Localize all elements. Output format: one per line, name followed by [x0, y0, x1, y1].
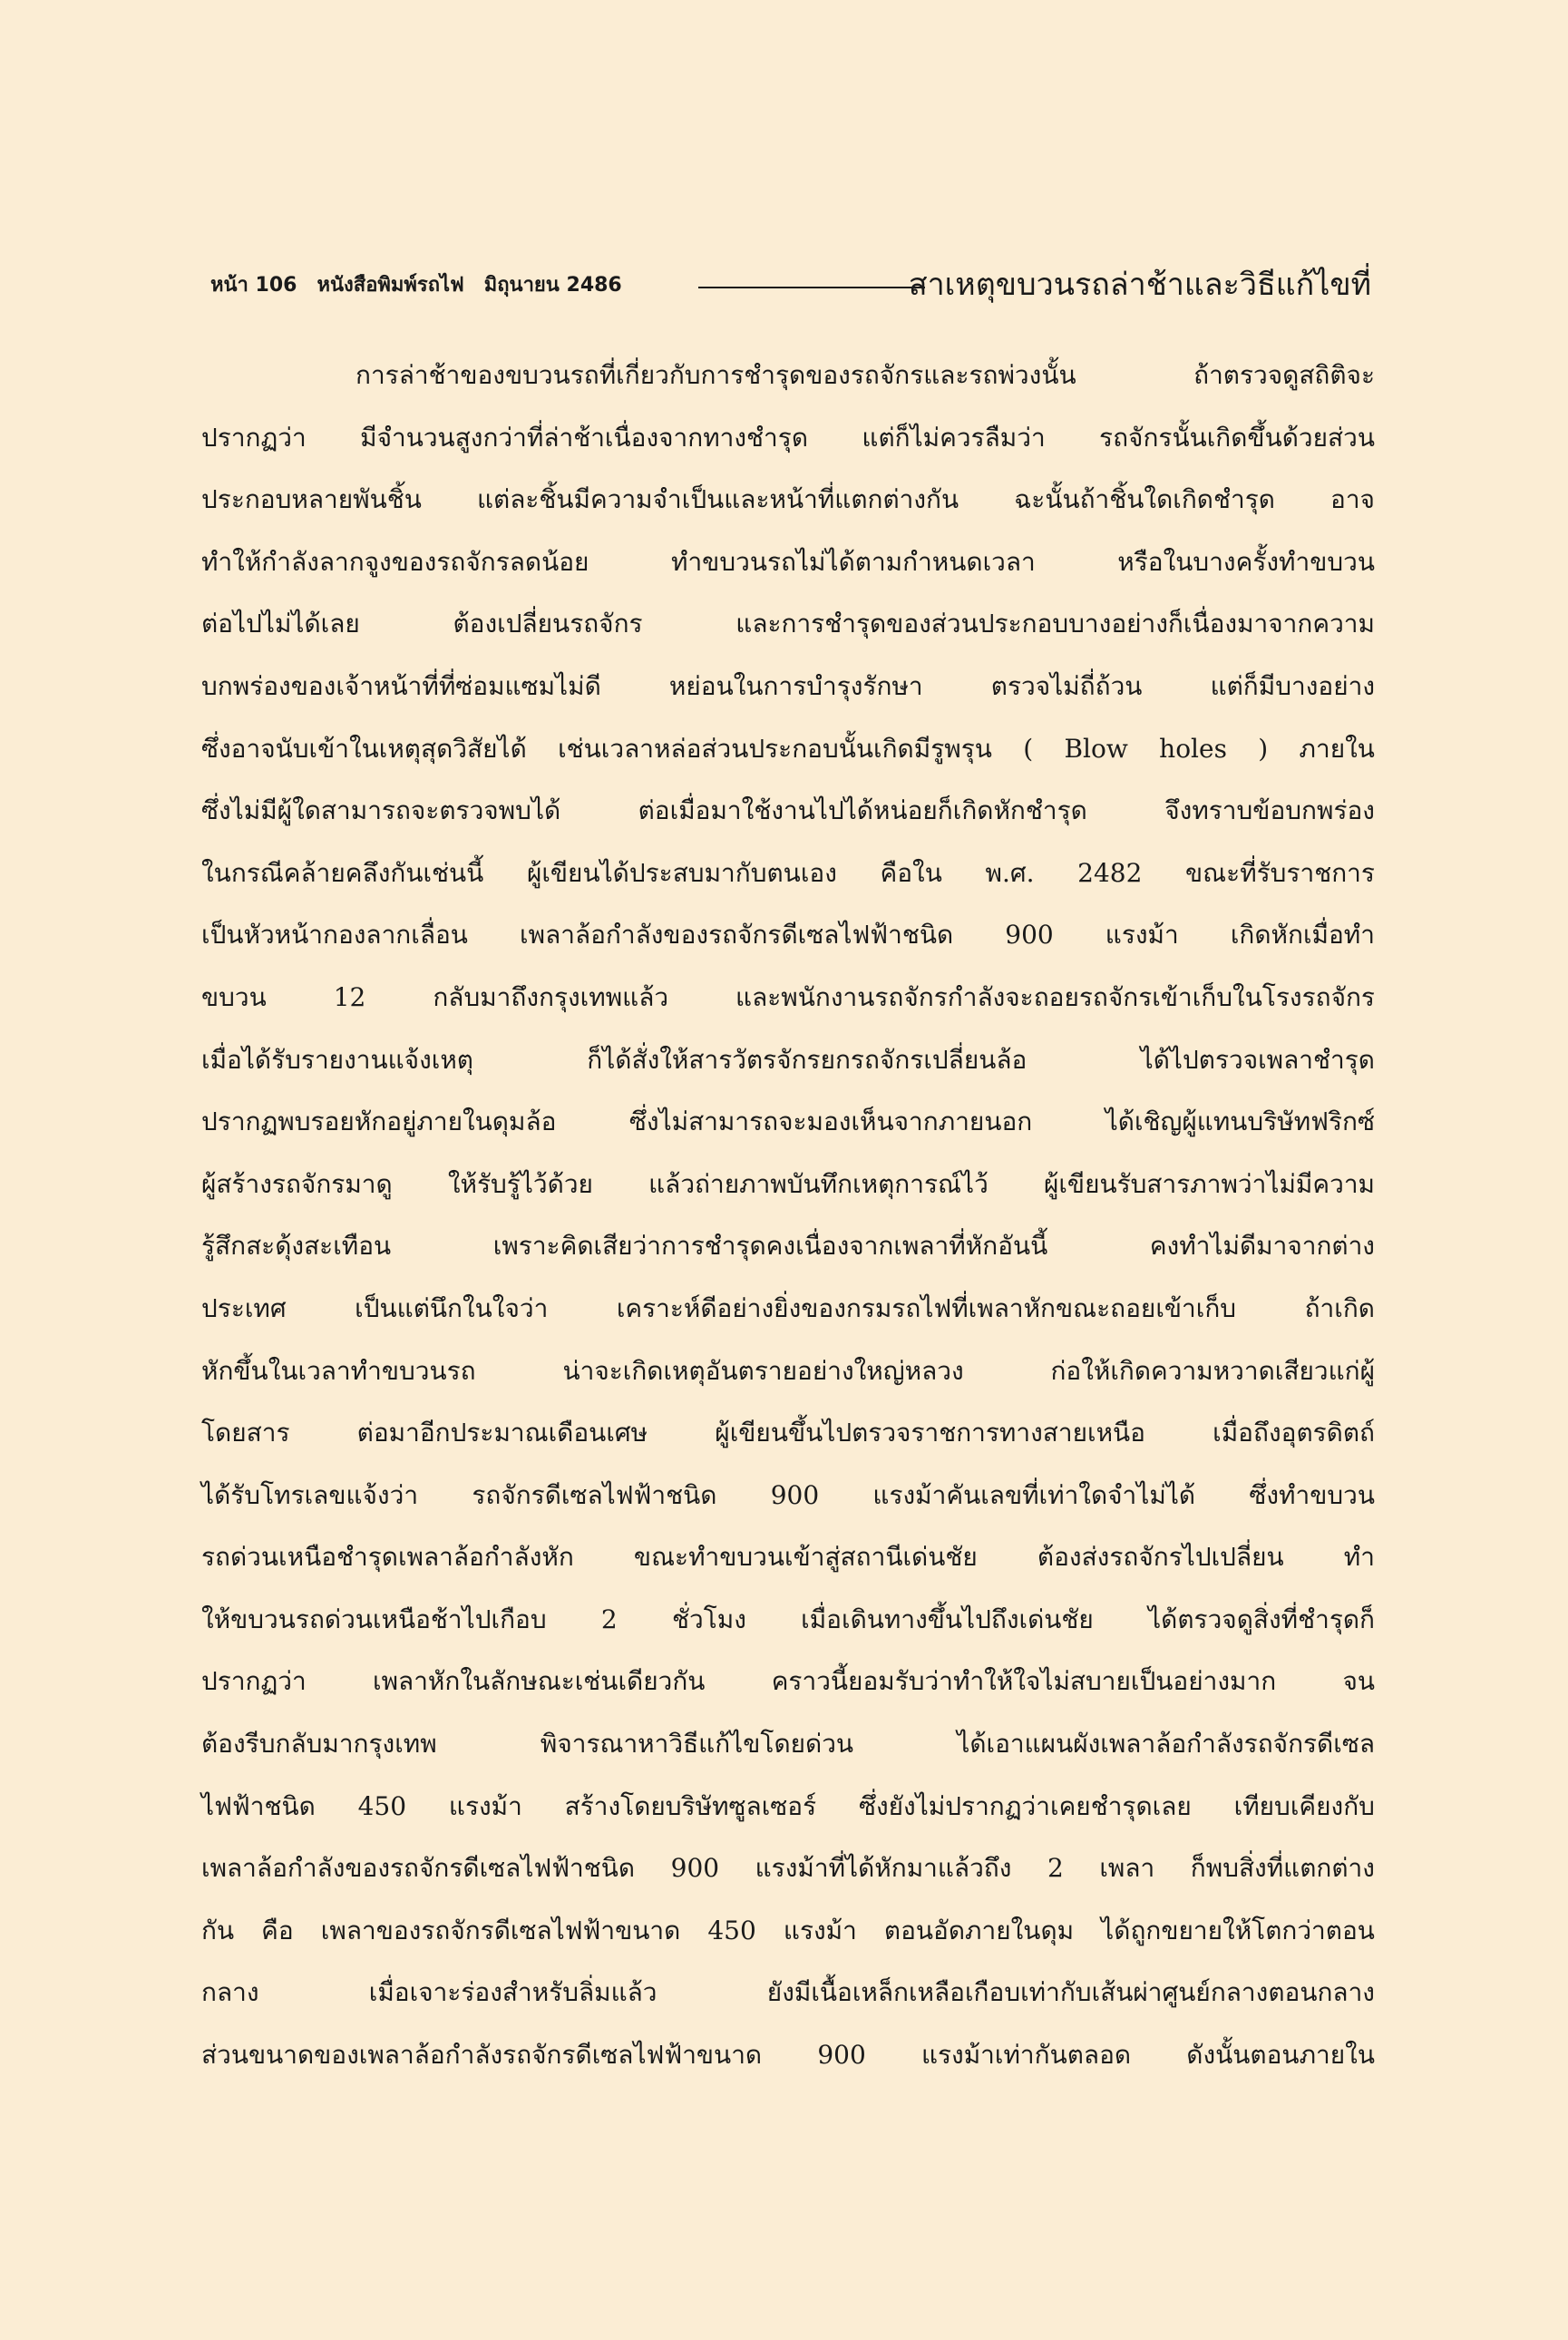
text-word: 900 [670, 1853, 720, 1884]
header-meta [210, 268, 622, 300]
text-line [201, 718, 1375, 781]
text-word: หย่อนในการบำรุงรักษา [668, 670, 923, 701]
text-word: ขบวน [201, 981, 267, 1012]
article-body [201, 345, 1375, 2087]
text-word: ผู้เขียนขึ้นไปตรวจราชการทางสายเหนือ [715, 1418, 1145, 1448]
text-line [201, 1465, 1375, 1527]
text-word: หักขึ้นในเวลาทำขบวนรถ [201, 1355, 476, 1386]
text-word: เพลาหักในลักษณะเช่นเดียวกัน [373, 1666, 706, 1697]
publication-name: หนังสือพิมพ์รถไฟ [317, 274, 464, 297]
text-word: ในกรณีคล้ายคลึงกันเช่นนี้ [201, 857, 484, 888]
text-word: ชั่วโมง [671, 1604, 746, 1634]
text-word: 900 [770, 1479, 820, 1510]
text-line [201, 967, 1375, 1029]
text-line [201, 656, 1375, 718]
article-title: สาเหตุขบวนรถล่าช้าและวิธีแก้ไขที่ [908, 267, 1371, 303]
text-word: น่าจะเกิดเหตุอันตรายอย่างใหญ่หลวง [562, 1355, 964, 1386]
text-word: ซึ่งไม่มีผู้ใดสามารถจะตรวจพบได้ [201, 795, 561, 826]
text-word: แรงม้าที่ได้หักมาแล้วถึง [755, 1853, 1012, 1884]
text-word: ซึ่งอาจนับเข้าในเหตุสุดวิสัยได้ [201, 733, 527, 764]
text-word: 450 [707, 1915, 756, 1945]
text-word: จึงทราบข้อบกพร่อง [1164, 795, 1375, 826]
text-word: ต้องเปลี่ยนรถจักร [453, 609, 643, 639]
text-word: ต้องรีบกลับมากรุงเทพ [201, 1729, 437, 1760]
text-word: เทียบเคียงกับ [1233, 1790, 1375, 1821]
text-line [201, 1838, 1375, 1900]
text-line [201, 345, 1375, 407]
text-line [201, 1900, 1375, 1963]
text-word: 2 [600, 1604, 618, 1634]
text-word: ประกอบหลายพันชิ้น [201, 484, 422, 515]
text-word: คงทำไม่ดีมาจากต่าง [1149, 1231, 1375, 1262]
text-word: ได้รับโทรเลขแจ้งว่า [201, 1479, 419, 1510]
text-word: เพราะคิดเสียว่าการชำรุดคงเนื่องจากเพลาที่หักอันนี้ [492, 1231, 1048, 1262]
text-line [201, 780, 1375, 843]
text-word: ดังนั้นตอนภายใน [1186, 2040, 1375, 2071]
text-line [201, 843, 1375, 905]
text-word: คือ [261, 1915, 294, 1945]
text-word: ปรากฏว่า [201, 422, 307, 453]
text-word: ถ้าเกิด [1304, 1292, 1375, 1323]
text-word: ได้ไปตรวจเพลาชำรุด [1140, 1044, 1375, 1075]
text-word: การล่าช้าของขบวนรถที่เกี่ยวกับการชำรุดของรถจักรและรถพ่วงนั้น [355, 360, 1076, 390]
text-word: ส่วนขนาดของเพลาล้อกำลังรถจักรดีเซลไฟฟ้าขนาด [201, 2040, 763, 2071]
page-header [210, 259, 1371, 305]
text-word: ก่อให้เกิดความหวาดเสียวแก่ผู้ [1050, 1355, 1375, 1386]
text-word: แต่ละชิ้นมีความจำเป็นและหน้าที่แตกต่างกัน [476, 484, 959, 515]
text-word: กลาง [201, 1977, 259, 2008]
text-word: รถด่วนเหนือชำรุดเพลาล้อกำลังหัก [201, 1542, 574, 1573]
text-line [201, 1651, 1375, 1713]
text-word: เพลาล้อกำลังของรถจักรดีเซลไฟฟ้าชนิด [201, 1853, 636, 1884]
text-word: ได้เชิญผู้แทนบริษัทฟริกซ์ [1105, 1107, 1375, 1137]
text-line [201, 1154, 1375, 1216]
text-word: หรือในบางครั้งทำขบวน [1117, 546, 1375, 577]
text-line [201, 1029, 1375, 1092]
text-word: ไฟฟ้าชนิด [201, 1790, 316, 1821]
text-word: ( [1023, 733, 1034, 764]
text-word: ) [1258, 733, 1269, 764]
text-word: ผู้เขียนรับสารภาพว่าไม่มีความ [1043, 1168, 1375, 1199]
text-line [201, 469, 1375, 531]
text-word: เมื่อได้รับรายงานแจ้งเหตุ [201, 1044, 473, 1075]
text-word: แต่ก็มีบางอย่าง [1210, 670, 1375, 701]
text-word: ผู้เขียนได้ประสบมากับตนเอง [526, 857, 837, 888]
text-word: 12 [333, 981, 366, 1012]
text-word: เป็นแต่นึกในใจว่า [355, 1292, 549, 1323]
text-line [201, 407, 1375, 470]
issue-date: มิถุนายน 2486 [483, 274, 622, 297]
page-number: หน้า 106 [210, 274, 297, 297]
text-word: คราวนี้ยอมรับว่าทำให้ใจไม่สบายเป็นอย่างมาก [771, 1666, 1277, 1697]
text-word: ต่อมาอีกประมาณเดือนเศษ [356, 1418, 648, 1448]
text-word: ตรวจไม่ถี่ถ้วน [990, 670, 1143, 701]
text-word: ได้เอาแผนผังเพลาล้อกำลังรถจักรดีเซล [957, 1729, 1375, 1760]
text-word: 2 [1047, 1853, 1064, 1884]
text-word: เมื่อถึงอุตรดิตถ์ [1213, 1418, 1375, 1448]
text-word: เมื่อเดินทางขึ้นไปถึงเด่นชัย [801, 1604, 1094, 1634]
text-word: 2482 [1077, 857, 1143, 888]
text-word: ขณะที่รับราชการ [1185, 857, 1375, 888]
text-word: แล้วถ่ายภาพบันทึกเหตุการณ์ไว้ [648, 1168, 989, 1199]
text-line [201, 1402, 1375, 1465]
text-line [201, 904, 1375, 967]
text-word: ได้ตรวจดูสิ่งที่ชำรุดก็ [1148, 1604, 1375, 1634]
text-word: แต่ก็ไม่ควรลืมว่า [862, 422, 1046, 453]
text-line [201, 1589, 1375, 1652]
text-word: 900 [817, 2040, 866, 2071]
text-word: ก็พบสิ่งที่แตกต่าง [1190, 1853, 1375, 1884]
text-word: holes [1159, 733, 1227, 764]
text-word: กลับมาถึงกรุงเทพแล้ว [433, 981, 669, 1012]
text-word: สร้างโดยบริษัทซูลเซอร์ [564, 1790, 817, 1821]
text-line [201, 1341, 1375, 1403]
text-word: เมื่อเจาะร่องสำหรับลิ่มแล้ว [368, 1977, 657, 2008]
text-word: จน [1342, 1666, 1375, 1697]
text-word: อาจ [1330, 484, 1375, 515]
header-rule [698, 287, 925, 288]
text-word: ทำ [1343, 1542, 1375, 1573]
text-word: เพลาของรถจักรดีเซลไฟฟ้าขนาด [320, 1915, 681, 1945]
text-word: ผู้สร้างรถจักรมาดู [201, 1168, 393, 1199]
text-word: ได้ถูกขยายให้โตกว่าตอน [1101, 1915, 1375, 1945]
text-word: ต่อไปไม่ได้เลย [201, 609, 360, 639]
text-word: พ.ศ. [985, 857, 1035, 888]
text-word: ทำให้กำลังลากจูงของรถจักรลดน้อย [201, 546, 589, 577]
text-word: แรงม้าคันเลขที่เท่าใดจำไม่ได้ [872, 1479, 1196, 1510]
text-word: รถจักรดีเซลไฟฟ้าชนิด [472, 1479, 717, 1510]
text-word: เช่นเวลาหล่อส่วนประกอบนั้นเกิดมีรูพรุน [558, 733, 992, 764]
text-word: และการชำรุดของส่วนประกอบบางอย่างก็เนื่องมาจากความ [735, 609, 1375, 639]
text-line [201, 1215, 1375, 1278]
text-line [201, 1713, 1375, 1776]
text-word: ประเทศ [201, 1292, 287, 1323]
text-word: ภายใน [1299, 733, 1375, 764]
text-word: Blow [1064, 733, 1128, 764]
text-word: ถ้าตรวจดูสถิติจะ [1193, 360, 1375, 390]
text-word: ทำขบวนรถไม่ได้ตามกำหนดเวลา [671, 546, 1036, 577]
text-word: เป็นหัวหน้ากองลากเลื่อน [201, 920, 468, 951]
text-word: มีจำนวนสูงกว่าที่ล่าช้าเนื่องจากทางชำรุด [360, 422, 809, 453]
text-word: และพนักงานรถจักรกำลังจะถอยรถจักรเข้าเก็บในโรงรถจักร [735, 981, 1375, 1012]
text-line [201, 2024, 1375, 2087]
text-word: คือใน [880, 857, 942, 888]
text-word: เกิดหักเมื่อทำ [1230, 920, 1375, 951]
text-word: ให้รับรู้ไว้ด้วย [447, 1168, 593, 1199]
text-word: แรงม้า [1105, 920, 1179, 951]
text-word: ก็ได้สั่งให้สารวัตรจักรยกรถจักรเปลี่ยนล้อ [587, 1044, 1027, 1075]
text-line [201, 1776, 1375, 1838]
text-word: รู้สึกสะดุ้งสะเทือน [201, 1231, 392, 1262]
text-word: กัน [201, 1915, 235, 1945]
text-line [201, 1962, 1375, 2024]
text-line [201, 1278, 1375, 1341]
text-line [201, 593, 1375, 656]
text-word: ขณะทำขบวนเข้าสู่สถานีเด่นชัย [633, 1542, 978, 1573]
text-word: ต้องส่งรถจักรไปเปลี่ยน [1037, 1542, 1284, 1573]
text-word: ฉะนั้นถ้าชิ้นใดเกิดชำรุด [1014, 484, 1275, 515]
text-line [201, 1091, 1375, 1154]
text-word: 900 [1005, 920, 1054, 951]
text-word: รถจักรนั้นเกิดขึ้นด้วยส่วน [1099, 422, 1375, 453]
text-word: แรงม้า [783, 1915, 857, 1945]
text-word: ปรากฏพบรอยหักอยู่ภายในดุมล้อ [201, 1107, 557, 1137]
text-word: แรงม้าเท่ากันตลอด [920, 2040, 1132, 2071]
text-word: ยังมีเนื้อเหล็กเหลือเกือบเท่ากับเส้นผ่าศูนย์กลางตอนกลาง [766, 1977, 1375, 2008]
text-word: ซึ่งไม่สามารถจะมองเห็นจากภายนอก [628, 1107, 1033, 1137]
text-word: บกพร่องของเจ้าหน้าที่ที่ซ่อมแซมไม่ดี [201, 670, 601, 701]
text-word: เพลาล้อกำลังของรถจักรดีเซลไฟฟ้าชนิด [520, 920, 954, 951]
text-word: เคราะห์ดีอย่างยิ่งของกรมรถไฟที่เพลาหักขณะถอยเข้าเก็บ [616, 1292, 1237, 1323]
text-word: เพลา [1099, 1853, 1155, 1884]
text-line [201, 531, 1375, 594]
text-word: โดยสาร [201, 1418, 290, 1448]
text-word: ซึ่งยังไม่ปรากฏว่าเคยชำรุดเลย [858, 1790, 1192, 1821]
text-word: ซึ่งทำขบวน [1249, 1479, 1375, 1510]
text-word: ปรากฏว่า [201, 1666, 307, 1697]
text-word: 450 [357, 1790, 407, 1821]
text-word: ต่อเมื่อมาใช้งานไปได้หน่อยก็เกิดหักชำรุด [638, 795, 1087, 826]
text-line [201, 1526, 1375, 1589]
text-word: พิจารณาหาวิธีแก้ไขโดยด่วน [540, 1729, 854, 1760]
text-word: แรงม้า [448, 1790, 522, 1821]
text-word: ตอนอัดภายในดุม [883, 1915, 1075, 1945]
text-word: ให้ขบวนรถด่วนเหนือช้าไปเกือบ [201, 1604, 547, 1634]
